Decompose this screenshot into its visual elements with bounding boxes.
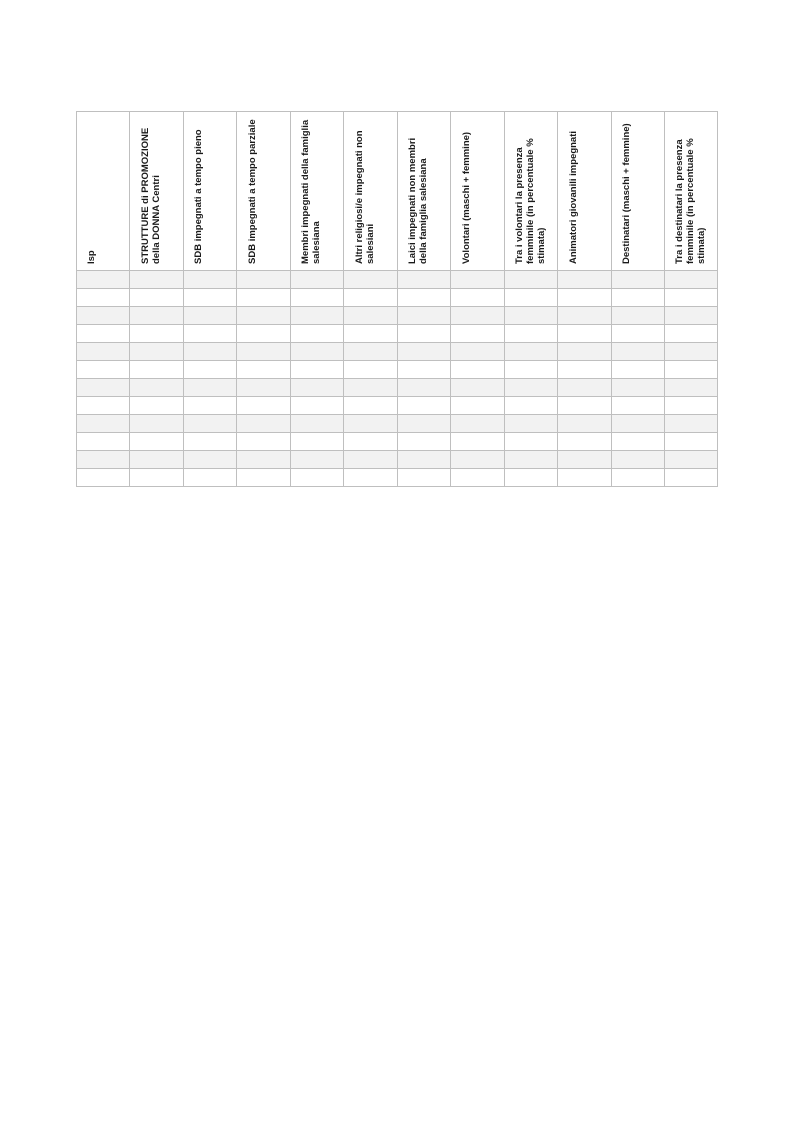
table-cell[interactable] xyxy=(77,379,130,397)
table-cell[interactable] xyxy=(398,307,451,325)
table-cell[interactable] xyxy=(77,343,130,361)
table-cell[interactable] xyxy=(558,307,612,325)
table-cell[interactable] xyxy=(558,289,612,307)
data-table xyxy=(76,111,718,487)
table-cell[interactable] xyxy=(77,469,130,487)
table-cell[interactable] xyxy=(451,397,505,415)
table-cell[interactable] xyxy=(398,451,451,469)
table-cell[interactable] xyxy=(77,433,130,451)
header-cell-membri xyxy=(291,112,344,271)
table-cell[interactable] xyxy=(558,415,612,433)
table-cell[interactable] xyxy=(665,379,718,397)
table-cell[interactable] xyxy=(291,397,344,415)
table-cell[interactable] xyxy=(505,289,558,307)
header-label: Isp xyxy=(86,250,97,264)
table-cell[interactable] xyxy=(612,271,665,289)
table-cell[interactable] xyxy=(398,271,451,289)
table-cell[interactable] xyxy=(612,325,665,343)
table-cell[interactable] xyxy=(291,271,344,289)
table-cell[interactable] xyxy=(344,361,398,379)
table-cell[interactable] xyxy=(665,397,718,415)
table-cell[interactable] xyxy=(558,379,612,397)
table-cell[interactable] xyxy=(451,361,505,379)
table-cell[interactable] xyxy=(344,415,398,433)
table-cell[interactable] xyxy=(237,361,291,379)
header-label: Altri religiosi/e impegnati non salesiani xyxy=(353,130,376,264)
header-cell-destinatari-femminile xyxy=(665,112,718,271)
table-cell[interactable] xyxy=(344,289,398,307)
table-cell[interactable] xyxy=(130,433,184,451)
table-cell[interactable] xyxy=(612,307,665,325)
table-cell[interactable] xyxy=(612,433,665,451)
table-cell[interactable] xyxy=(291,361,344,379)
table-cell[interactable] xyxy=(130,469,184,487)
table-cell[interactable] xyxy=(398,469,451,487)
header-label: STRUTTURE di PROMOZIONE della DONNA Centri xyxy=(139,127,162,264)
table-cell[interactable] xyxy=(505,397,558,415)
table-cell[interactable] xyxy=(451,343,505,361)
table-cell[interactable] xyxy=(237,271,291,289)
table-cell[interactable] xyxy=(505,469,558,487)
table-cell[interactable] xyxy=(237,343,291,361)
table-cell[interactable] xyxy=(344,433,398,451)
table-cell[interactable] xyxy=(130,361,184,379)
table-cell[interactable] xyxy=(344,325,398,343)
header-label: SDB impegnati a tempo pieno xyxy=(193,129,204,264)
table-row xyxy=(77,289,718,307)
table-cell[interactable] xyxy=(451,307,505,325)
header-label: Animatori giovanili impegnati xyxy=(567,130,579,264)
table-cell[interactable] xyxy=(558,343,612,361)
table-cell[interactable] xyxy=(237,379,291,397)
table-cell[interactable] xyxy=(77,289,130,307)
table-header xyxy=(77,112,718,271)
table-cell[interactable] xyxy=(558,433,612,451)
table-cell[interactable] xyxy=(398,397,451,415)
table-cell[interactable] xyxy=(398,415,451,433)
table-cell[interactable] xyxy=(665,325,718,343)
table-cell[interactable] xyxy=(398,361,451,379)
table-cell[interactable] xyxy=(665,433,718,451)
table-cell[interactable] xyxy=(184,415,237,433)
table-cell[interactable] xyxy=(344,469,398,487)
table-cell[interactable] xyxy=(184,289,237,307)
header-label: SDB impegnati a tempo parziale xyxy=(246,119,258,264)
table-cell[interactable] xyxy=(130,289,184,307)
table-cell[interactable] xyxy=(291,307,344,325)
table-row xyxy=(77,397,718,415)
header-cell-animatori xyxy=(558,112,612,271)
table-cell[interactable] xyxy=(237,289,291,307)
table-body xyxy=(77,271,718,487)
table-cell[interactable] xyxy=(291,433,344,451)
header-label: Laici impegnati non membri della famiglia salesiana xyxy=(407,137,429,264)
table-cell[interactable] xyxy=(558,469,612,487)
table-cell[interactable] xyxy=(77,325,130,343)
table-cell[interactable] xyxy=(451,469,505,487)
table-cell[interactable] xyxy=(505,361,558,379)
table-cell[interactable] xyxy=(184,343,237,361)
table-cell[interactable] xyxy=(505,325,558,343)
table-cell[interactable] xyxy=(77,397,130,415)
table-cell[interactable] xyxy=(130,451,184,469)
table-cell[interactable] xyxy=(77,361,130,379)
table-cell[interactable] xyxy=(130,307,184,325)
table-cell[interactable] xyxy=(291,469,344,487)
table-cell[interactable] xyxy=(558,451,612,469)
header-label: Tra i volontari la presenza femminile (in percentuale % stimata) xyxy=(514,138,547,264)
table-cell[interactable] xyxy=(291,415,344,433)
table-row xyxy=(77,271,718,289)
table-cell[interactable] xyxy=(184,469,237,487)
table-cell[interactable] xyxy=(291,325,344,343)
table-cell[interactable] xyxy=(398,433,451,451)
header-cell-altri-religiosi xyxy=(344,112,398,271)
table-cell[interactable] xyxy=(237,451,291,469)
table-row xyxy=(77,325,718,343)
table-cell[interactable] xyxy=(291,379,344,397)
header-cell-destinatari xyxy=(612,112,665,271)
table-cell[interactable] xyxy=(130,343,184,361)
header-cell-isp xyxy=(77,112,130,271)
table-cell[interactable] xyxy=(451,289,505,307)
header-label: Membri impegnati della famiglia salesiana xyxy=(300,119,322,264)
table-cell[interactable] xyxy=(77,415,130,433)
table-cell[interactable] xyxy=(398,343,451,361)
table-cell[interactable] xyxy=(184,307,237,325)
table-cell[interactable] xyxy=(130,397,184,415)
table-row xyxy=(77,469,718,487)
table-cell[interactable] xyxy=(612,397,665,415)
table-cell[interactable] xyxy=(451,271,505,289)
table-cell[interactable] xyxy=(344,343,398,361)
table-cell[interactable] xyxy=(291,451,344,469)
table-cell[interactable] xyxy=(451,451,505,469)
table-cell[interactable] xyxy=(344,307,398,325)
table-cell[interactable] xyxy=(398,289,451,307)
header-cell-laici xyxy=(398,112,451,271)
table-row xyxy=(77,379,718,397)
table-cell[interactable] xyxy=(130,271,184,289)
table-cell[interactable] xyxy=(558,271,612,289)
table-cell[interactable] xyxy=(398,325,451,343)
table-cell[interactable] xyxy=(184,379,237,397)
table-cell[interactable] xyxy=(184,397,237,415)
table-cell[interactable] xyxy=(451,379,505,397)
table-cell[interactable] xyxy=(665,271,718,289)
table-cell[interactable] xyxy=(130,325,184,343)
table-cell[interactable] xyxy=(237,469,291,487)
table-cell[interactable] xyxy=(665,451,718,469)
header-cell-volontari xyxy=(451,112,505,271)
table-row xyxy=(77,361,718,379)
table-cell[interactable] xyxy=(77,307,130,325)
table-cell[interactable] xyxy=(237,325,291,343)
table-cell[interactable] xyxy=(184,325,237,343)
table-row xyxy=(77,451,718,469)
table-cell[interactable] xyxy=(558,325,612,343)
table-cell[interactable] xyxy=(237,415,291,433)
table-row xyxy=(77,415,718,433)
table-cell[interactable] xyxy=(184,433,237,451)
table-cell[interactable] xyxy=(505,343,558,361)
table-cell[interactable] xyxy=(665,307,718,325)
table-cell[interactable] xyxy=(237,397,291,415)
header-row xyxy=(77,112,718,271)
header-cell-strutture xyxy=(130,112,184,271)
table-cell[interactable] xyxy=(505,415,558,433)
table-cell[interactable] xyxy=(344,379,398,397)
table-cell[interactable] xyxy=(291,289,344,307)
header-cell-sdb-pieno xyxy=(184,112,237,271)
table-cell[interactable] xyxy=(237,433,291,451)
header-label: Tra i destinatari la presenza femminile (in percentuale % stimata) xyxy=(674,138,707,264)
table-cell[interactable] xyxy=(184,361,237,379)
table-cell[interactable] xyxy=(77,451,130,469)
table-cell[interactable] xyxy=(558,397,612,415)
table-cell[interactable] xyxy=(237,307,291,325)
table-cell[interactable] xyxy=(665,361,718,379)
table-cell[interactable] xyxy=(665,289,718,307)
table-cell[interactable] xyxy=(344,397,398,415)
table-cell[interactable] xyxy=(344,451,398,469)
table-cell[interactable] xyxy=(612,415,665,433)
table-cell[interactable] xyxy=(612,343,665,361)
table-cell[interactable] xyxy=(665,415,718,433)
table-cell[interactable] xyxy=(77,271,130,289)
table-cell[interactable] xyxy=(665,469,718,487)
table-cell[interactable] xyxy=(451,433,505,451)
table-cell[interactable] xyxy=(505,379,558,397)
table-cell[interactable] xyxy=(505,307,558,325)
table-cell[interactable] xyxy=(612,379,665,397)
table-row xyxy=(77,433,718,451)
header-label: Destinatari (maschi + femmine) xyxy=(621,123,632,264)
table-cell[interactable] xyxy=(451,325,505,343)
header-label: Volontari (maschi + femmine) xyxy=(460,131,472,264)
table-cell[interactable] xyxy=(612,469,665,487)
table-row xyxy=(77,343,718,361)
table-cell[interactable] xyxy=(184,271,237,289)
table-cell[interactable] xyxy=(344,271,398,289)
table-cell[interactable] xyxy=(612,451,665,469)
table-cell[interactable] xyxy=(505,451,558,469)
header-cell-sdb-parziale xyxy=(237,112,291,271)
table-cell[interactable] xyxy=(451,415,505,433)
table-cell[interactable] xyxy=(505,433,558,451)
table-cell[interactable] xyxy=(184,451,237,469)
table-cell[interactable] xyxy=(505,271,558,289)
table-row xyxy=(77,307,718,325)
table-cell[interactable] xyxy=(612,361,665,379)
table-cell[interactable] xyxy=(398,379,451,397)
table-cell[interactable] xyxy=(665,343,718,361)
table-cell[interactable] xyxy=(558,361,612,379)
table-cell[interactable] xyxy=(291,343,344,361)
table-cell[interactable] xyxy=(612,289,665,307)
table-cell[interactable] xyxy=(130,379,184,397)
header-cell-volontari-femminile xyxy=(505,112,558,271)
table-cell[interactable] xyxy=(130,415,184,433)
